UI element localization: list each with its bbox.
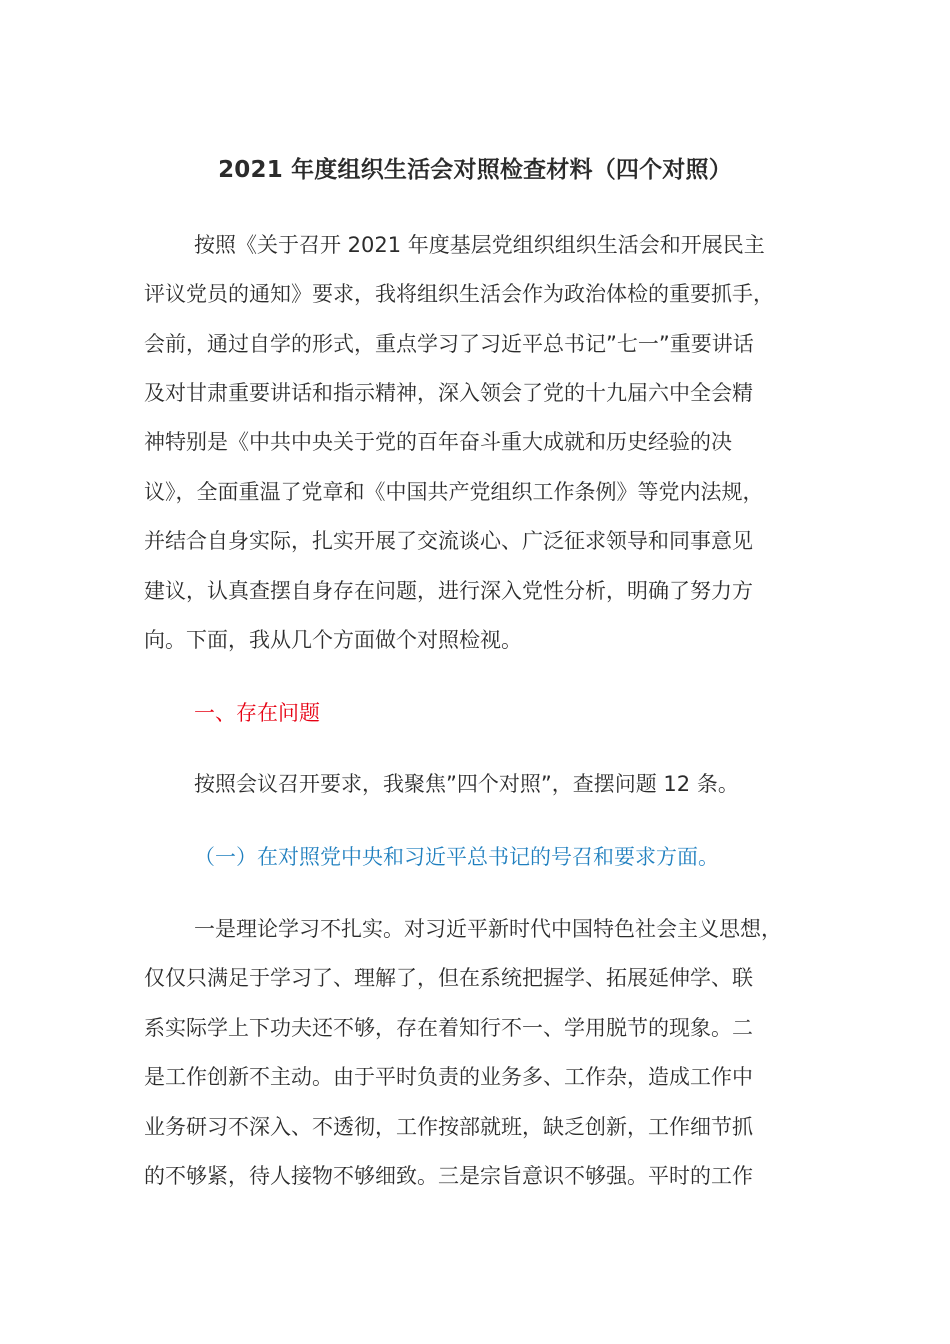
paragraph-line: 向。下面，我从几个方面做个对照检视。 — [144, 628, 522, 652]
paragraph-line: 业务研习不深入、不透彻，工作按部就班，缺乏创新，工作细节抓 — [144, 1115, 753, 1139]
paragraph-line: 议》，全面重温了党章和《中国共产党组织工作条例》等党内法规， — [144, 480, 764, 504]
paragraph-line: 一是理论学习不扎实。对习近平新时代中国特色社会主义思想， — [194, 917, 782, 941]
paragraph-line: 会前，通过自学的形式，重点学习了习近平总书记”七一”重要讲话 — [144, 332, 754, 356]
paragraph-line: 的不够紧，待人接物不够细致。三是宗旨意识不够强。平时的工作 — [144, 1164, 753, 1188]
paragraph-line: 是工作创新不主动。由于平时负责的业务多、工作杂，造成工作中 — [144, 1065, 753, 1089]
section-intro: 按照会议召开要求，我聚焦”四个对照”，查摆问题 12 条。 — [194, 772, 739, 796]
section-heading: 一、存在问题 — [194, 701, 320, 725]
paragraph-line: 神特别是《中共中央关于党的百年奋斗重大成就和历史经验的决 — [144, 430, 732, 454]
paragraph-line: 并结合自身实际，扎实开展了交流谈心、广泛征求领导和同事意见 — [144, 529, 753, 553]
paragraph-line: 及对甘肃重要讲话和指示精神，深入领会了党的十九届六中全会精 — [144, 381, 753, 405]
paragraph-line: 系实际学上下功夫还不够，存在着知行不一、学用脱节的现象。二 — [144, 1016, 753, 1040]
document-title: 2021 年度组织生活会对照检查材料（四个对照） — [218, 157, 732, 183]
paragraph-line: 仅仅只满足于学习了、理解了，但在系统把握学、拓展延伸学、联 — [144, 966, 753, 990]
paragraph-line: 评议党员的通知》要求，我将组织生活会作为政治体检的重要抓手， — [144, 282, 774, 306]
paragraph-line: 按照《关于召开 2021 年度基层党组织组织生活会和开展民主 — [194, 233, 765, 257]
subsection-heading: （一）在对照党中央和习近平总书记的号召和要求方面。 — [194, 845, 719, 869]
paragraph-line: 建议，认真查摆自身存在问题，进行深入党性分析，明确了努力方 — [144, 579, 753, 603]
